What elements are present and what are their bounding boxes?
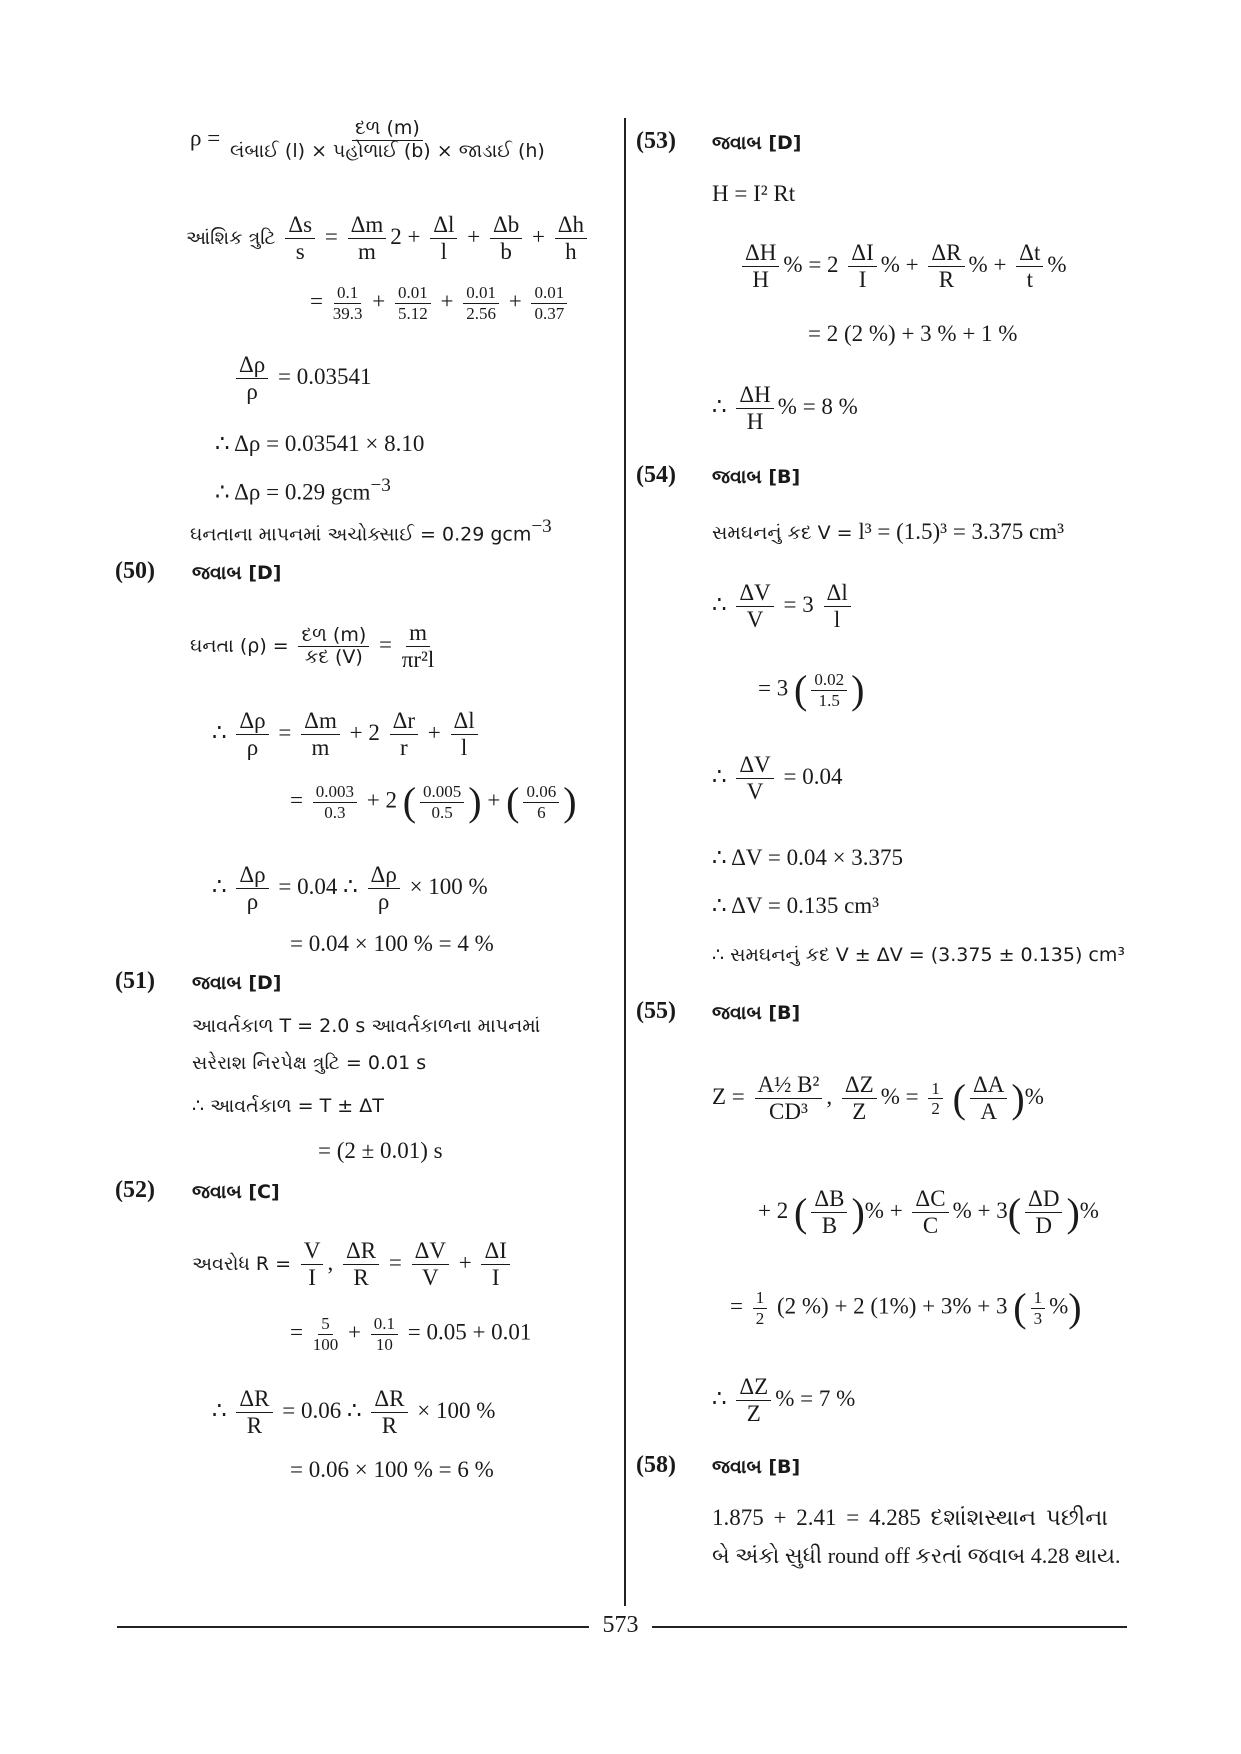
- question-number-51: (51): [115, 968, 155, 994]
- q58-line-1: 1.875 + 2.41 = 4.285 દશાંશસ્થાન પછીના: [712, 1505, 1109, 1530]
- answer-55: જવાબ [B]: [712, 1002, 801, 1024]
- q50-error-equation: ∴ $\frac{\Delta\rho}{\rho}$ = $\frac{\Delta m}{m}$ + 2 $\frac{\Delta r}{r}$ + $\frac{\Delta l}{l}$: [212, 708, 482, 762]
- drho-result: ∴ Δρ = 0.29 gcm$^{-3}$: [215, 475, 391, 505]
- q54-value: = 3 ( $\frac{0.02}{1.5}$ ): [758, 667, 865, 713]
- q54-cube-volume: સમઘનનું કદ V = l³ = (1.5)³ = 3.375 cm³: [712, 519, 1065, 544]
- q58-line-2: બે અંકો સુધી round off કરતાં જવાબ 4.28 થાય.: [712, 1543, 1121, 1568]
- question-number-58: (58): [636, 1452, 676, 1478]
- answer-54: જવાબ [B]: [712, 466, 801, 488]
- answer-50: જવાબ [D]: [192, 562, 282, 584]
- q50-result: ∴ $\frac{\Delta\rho}{\rho}$ = 0.04 ∴ $\frac{\Delta\rho}{\rho}$ × 100 %: [212, 862, 488, 915]
- partial-error-label: આંશિક ત્રુટિ: [186, 227, 276, 250]
- question-number-50: (50): [115, 558, 155, 584]
- q54-final: ∴ સમઘનનું કદ V ± ΔV = (3.375 ± 0.135) cm³: [712, 944, 1125, 966]
- q53-error-equation: $\frac{\Delta H}{H}$ % = 2 $\frac{\Delta I}{I}$ % + $\frac{\Delta R}{R}$ % + $\frac{\Delta t}{t}$ %: [738, 240, 1067, 294]
- q51-line-1: આવર્તકાળ T = 2.0 s આવર્તકાળના માપનમાં: [192, 1015, 541, 1037]
- question-number-53: (53): [636, 128, 676, 154]
- q51-line-4: = (2 ± 0.01) s: [318, 1138, 443, 1163]
- density-formula: [190, 118, 549, 163]
- question-number-55: (55): [636, 998, 676, 1024]
- q53-result: ∴ $\frac{\Delta H}{H}$ % = 8 %: [712, 382, 858, 435]
- page-number: 573: [0, 1612, 1241, 1639]
- q50-final: = 0.04 × 100 % = 4 %: [290, 931, 494, 956]
- column-divider: [624, 118, 626, 1606]
- answer-58: જવાબ [B]: [712, 1456, 801, 1478]
- partial-error-values: = $\frac{0.1}{39.3}$ + $\frac{0.01}{5.12}$ + $\frac{0.01}{2.56}$ + $\frac{0.01}{0.37}$: [310, 283, 571, 323]
- q52-final: = 0.06 × 100 % = 6 %: [290, 1457, 494, 1482]
- density-uncertainty: ઘનતાના માપનમાં અચોક્સાઈ = 0.29 gcm$^{-3}$: [190, 516, 552, 546]
- q53-heat-formula: H = I² Rt: [712, 181, 796, 206]
- q55-formula: Z = $\frac{\text{A½ B²}}{\text{CD³}}$ , $\frac{\Delta Z}{Z}$ % = $\frac{1}{2}$ ( $\frac{\Delta A}{A}$ )%: [712, 1072, 1044, 1125]
- answer-51: જવાબ [D]: [192, 972, 282, 994]
- q54-dv-calculation: ∴ ΔV = 0.04 × 3.375: [712, 845, 904, 870]
- rho-symbol: ρ =: [190, 125, 221, 151]
- mass-label: દળ (m): [352, 118, 423, 141]
- q55-result: ∴ $\frac{\Delta Z}{Z}$ % = 7 %: [712, 1374, 856, 1427]
- question-number-52: (52): [115, 1177, 155, 1203]
- partial-error-equation: આંશિક ત્રુટિ $\frac{\Delta s}{s}$ = $\frac{\Delta m}{m}$ 2 + $\frac{\Delta l}{l}$ + $\frac{\Delta b}{b}$ + $\frac{\Delta h}{h}$: [186, 212, 591, 266]
- q54-ratio: ∴ $\frac{\Delta V}{V}$ = 0.04: [712, 752, 843, 805]
- drho-calculation: ∴ Δρ = 0.03541 × 8.10: [215, 431, 425, 456]
- q52-values: = $\frac{5}{100}$ + $\frac{0.1}{10}$ = 0.05 + 0.01: [290, 1314, 532, 1354]
- q54-error-equation: ∴ $\frac{\Delta V}{V}$ = 3 $\frac{\Delta l}{l}$: [712, 580, 855, 634]
- q50-error-values: = $\frac{0.003}{0.3}$ + 2 ( $\frac{0.005}{0.5}$ ) + ( $\frac{0.06}{6}$ ): [290, 779, 577, 825]
- q53-substitution: = 2 (2 %) + 3 % + 1 %: [808, 321, 1018, 346]
- question-number-54: (54): [636, 462, 676, 488]
- q54-dv-result: ∴ ΔV = 0.135 cm³: [712, 893, 880, 918]
- drho-ratio: $\frac{\Delta\rho}{\rho}$ = 0.03541: [232, 352, 372, 406]
- q52-resistance-formula: અવરોધ R = $\frac{V}{I}$ , $\frac{\Delta R}{R}$ = $\frac{\Delta V}{V}$ + $\frac{\Delta I}{I}$: [192, 1238, 514, 1292]
- q51-line-3: ∴ આવર્તકાળ = T ± ΔT: [192, 1095, 384, 1117]
- q55-substitution: = $\frac{1}{2}$ (2 %) + 2 (1%) + 3% + 3 ( $\frac{1}{3}$ %): [730, 1285, 1082, 1331]
- q55-continued: + 2 ( $\frac{\Delta B}{B}$ )% + $\frac{\Delta C}{C}$ % + 3( $\frac{\Delta D}{D}$ )%: [758, 1186, 1099, 1239]
- answer-53: જવાબ [D]: [712, 132, 802, 154]
- q52-result: ∴ $\frac{\Delta R}{R}$ = 0.06 ∴ $\frac{\Delta R}{R}$ × 100 %: [212, 1386, 496, 1439]
- answer-52: જવાબ [C]: [192, 1181, 280, 1203]
- q50-density-formula: ઘનતા (ρ) = $\frac{\text{દળ (m)}}{\text{કદ (V)}}$ = $\frac{m}{\text{πr²l}}$: [190, 620, 435, 673]
- q51-line-2: સરેરાશ નિરપેક્ષ ત્રુટિ = 0.01 s: [192, 1052, 427, 1074]
- dimensions-label: લંબાઈ (l) × પહોળાઈ (b) × જાડાઈ (h): [229, 139, 545, 162]
